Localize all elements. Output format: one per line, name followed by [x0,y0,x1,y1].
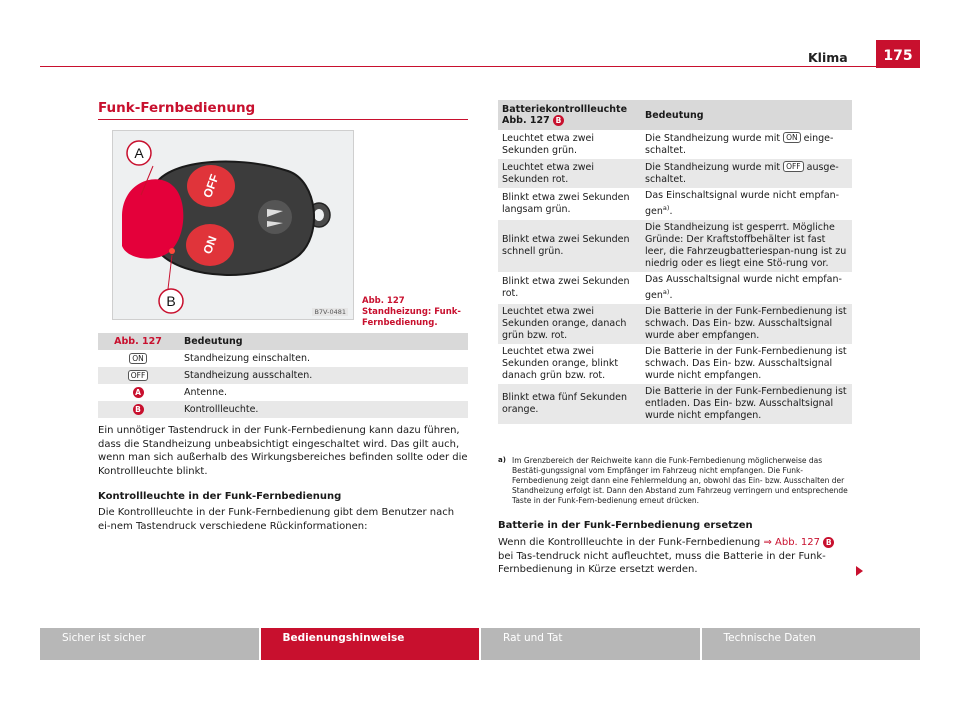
legend-table [98,333,468,418]
table-row [98,384,468,401]
remote-control-illustration [113,131,354,320]
table-row [498,272,852,304]
table-row [98,367,468,384]
badge-b-icon: B [133,404,144,415]
control-light-table [498,100,852,424]
row-state: Blinkt etwa zwei Sekunden langsam grün. [498,188,641,220]
row-meaning-a: Die Standheizung wurde mit [645,162,784,173]
col-meaning: Bedeutung [641,100,852,130]
row-meaning-a: Die Standheizung wurde mit [645,133,784,144]
badge-b-icon: B [823,537,834,548]
row-meaning: Die Batterie in der Funk-Fernbedienung ist schwach. Das Ein- bzw. Ausschaltsignal wurde nicht empfangen. [641,344,852,384]
row-text: Standheizung ausschalten. [178,367,468,384]
legend-col-figure: Abb. 127 [98,333,178,350]
subheading-battery: Batterie in der Funk-Fernbedienung ersetzen [498,520,753,531]
footer-nav [40,628,920,660]
paragraph-warning: Ein unnötiger Tastendruck in der Funk-Fernbedienung kann dazu führen, dass die Standheizung unbeabsichtigt eingeschaltet wird. Das gilt auch, wenn man sich außerhalb des Wirkungsbereiches befinden sollte oder die Kontrollleuchte blinkt. [98,425,468,477]
off-button-text: OFF [200,172,222,200]
paragraph-battery-a: Wenn die Kontrollleuchte in der Funk-Fernbedienung [498,537,764,548]
row-meaning-b: einge-schaltet. [645,133,834,156]
chapter-title: Klima [808,50,848,65]
row-text: Kontrollleuchte. [178,401,468,418]
legend-col-meaning: Bedeutung [178,333,468,350]
table-row [498,188,852,220]
continue-arrow-icon [856,566,863,576]
paragraph-control-light: Die Kontrollleuchte in der Funk-Fernbedienung gibt dem Benutzer nach ei-nem Tastendruck verschiedene Rückinformationen: [98,507,455,532]
col-control-light-label: Batteriekontrollleuchte Abb. 127 [502,104,628,126]
on-button-text: ON [200,234,220,256]
row-state: Blinkt etwa zwei Sekunden rot. [498,272,641,304]
col-control-light [498,100,641,130]
figure-link[interactable]: ⇒ Abb. 127 [763,537,820,548]
table-row [98,401,468,418]
on-key-icon: ON [129,353,147,364]
footer-tab-safety[interactable]: Sicher ist sicher [40,628,259,660]
off-key-icon: OFF [783,161,804,172]
row-state: Leuchtet etwa zwei Sekunden grün. [498,130,641,159]
figure-code: B7V-0481 [314,308,346,316]
row-meaning: Die Batterie in der Funk-Fernbedienung ist schwach. Das Ein- bzw. Ausschaltsignal wurde aber empfangen. [641,304,852,344]
row-meaning-text: Das Einschaltsignal wurde nicht empfan-gen [645,190,840,218]
row-meaning-text: Das Ausschaltsignal wurde nicht empfan-gen [645,274,842,302]
footnote-ref: a) [662,204,670,212]
table-row [498,220,852,272]
footnote-text: Im Grenzbereich der Reichweite kann die Funk-Fernbedienung möglicherweise das Bestäti-gungssignal vom Empfänger im Fahrzeug nicht empfangen. Die Funk-Fernbedienung zeigt dann eine Fehlermeldung an, obwohl das Ein- bzw. Ausschalten der Standheizung erfolgt ist. Dann den Abstand zum Fahrzeug verringern und entsprechende Taste in der Funk-Fern-bedienung erneut drücken. [512,456,848,505]
row-text: Antenne. [178,384,468,401]
section-title: Funk-Fernbedienung [98,100,256,116]
row-state: Blinkt etwa fünf Sekunden orange. [498,384,641,424]
on-key-icon: ON [783,132,801,143]
table-row [498,159,852,188]
section-rule [98,119,468,120]
row-meaning: Die Standheizung ist gesperrt. Mögliche Gründe: Der Kraftstoffbehälter ist fast leer, die Fahrzeugbatteriespan-nung ist zu niedrig oder es liegt eine Stö-rung vor. [641,220,852,272]
row-state: Blinkt etwa zwei Sekunden schnell grün. [498,220,641,272]
label-b: B [166,293,176,309]
footnote-ref: a) [662,288,670,297]
table-row [498,384,852,424]
row-meaning-b: ausge-schaltet. [645,162,839,185]
header-rule [40,66,876,67]
table-row [98,350,468,367]
row-state: Leuchtet etwa zwei Sekunden orange, blinkt danach grün bzw. rot. [498,344,641,384]
footnote-mark: a) [498,456,506,464]
row-meaning [641,159,852,188]
row-meaning: Das Ausschaltsignal wurde nicht empfan-gen$^{a)}$. [641,272,852,304]
table-row [498,344,852,384]
row-meaning: Die Batterie in der Funk-Fernbedienung ist entladen. Das Ein- bzw. Ausschaltsignal wurde nicht empfangen. [641,384,852,424]
table-row [498,130,852,159]
paragraph-battery-b: bei Tas-tendruck nicht aufleuchtet, muss die Batterie in der Funk-Fernbedienung in Kürze ersetzt werden. [498,550,826,575]
badge-b-icon: B [553,115,564,126]
label-a: A [134,145,144,161]
row-meaning: Das Einschaltsignal wurde nicht empfan-gen$^{a)}$. [641,188,852,220]
row-meaning [641,130,852,159]
row-text: Standheizung einschalten. [178,350,468,367]
paragraph-battery [498,536,850,577]
legend-table-header [98,333,468,350]
footer-tab-operation[interactable]: Bedienungshinweise [261,628,480,660]
page-number: 175 [876,40,920,68]
figure-caption: Abb. 127 Standheizung: Funk-Fernbedienung. [362,296,461,328]
table-row [498,304,852,344]
footer-tab-advice[interactable]: Rat und Tat [481,628,700,660]
row-state: Leuchtet etwa zwei Sekunden rot. [498,159,641,188]
remote-control-figure [112,130,354,320]
subheading-control-light: Kontrollleuchte in der Funk-Fernbedienung [98,491,342,502]
off-key-icon: OFF [128,370,149,381]
control-light-table-header [498,100,852,130]
row-state: Leuchtet etwa zwei Sekunden orange, danach grün bzw. rot. [498,304,641,344]
footer-tab-technical[interactable]: Technische Daten [702,628,921,660]
badge-a-icon: A [133,387,144,398]
